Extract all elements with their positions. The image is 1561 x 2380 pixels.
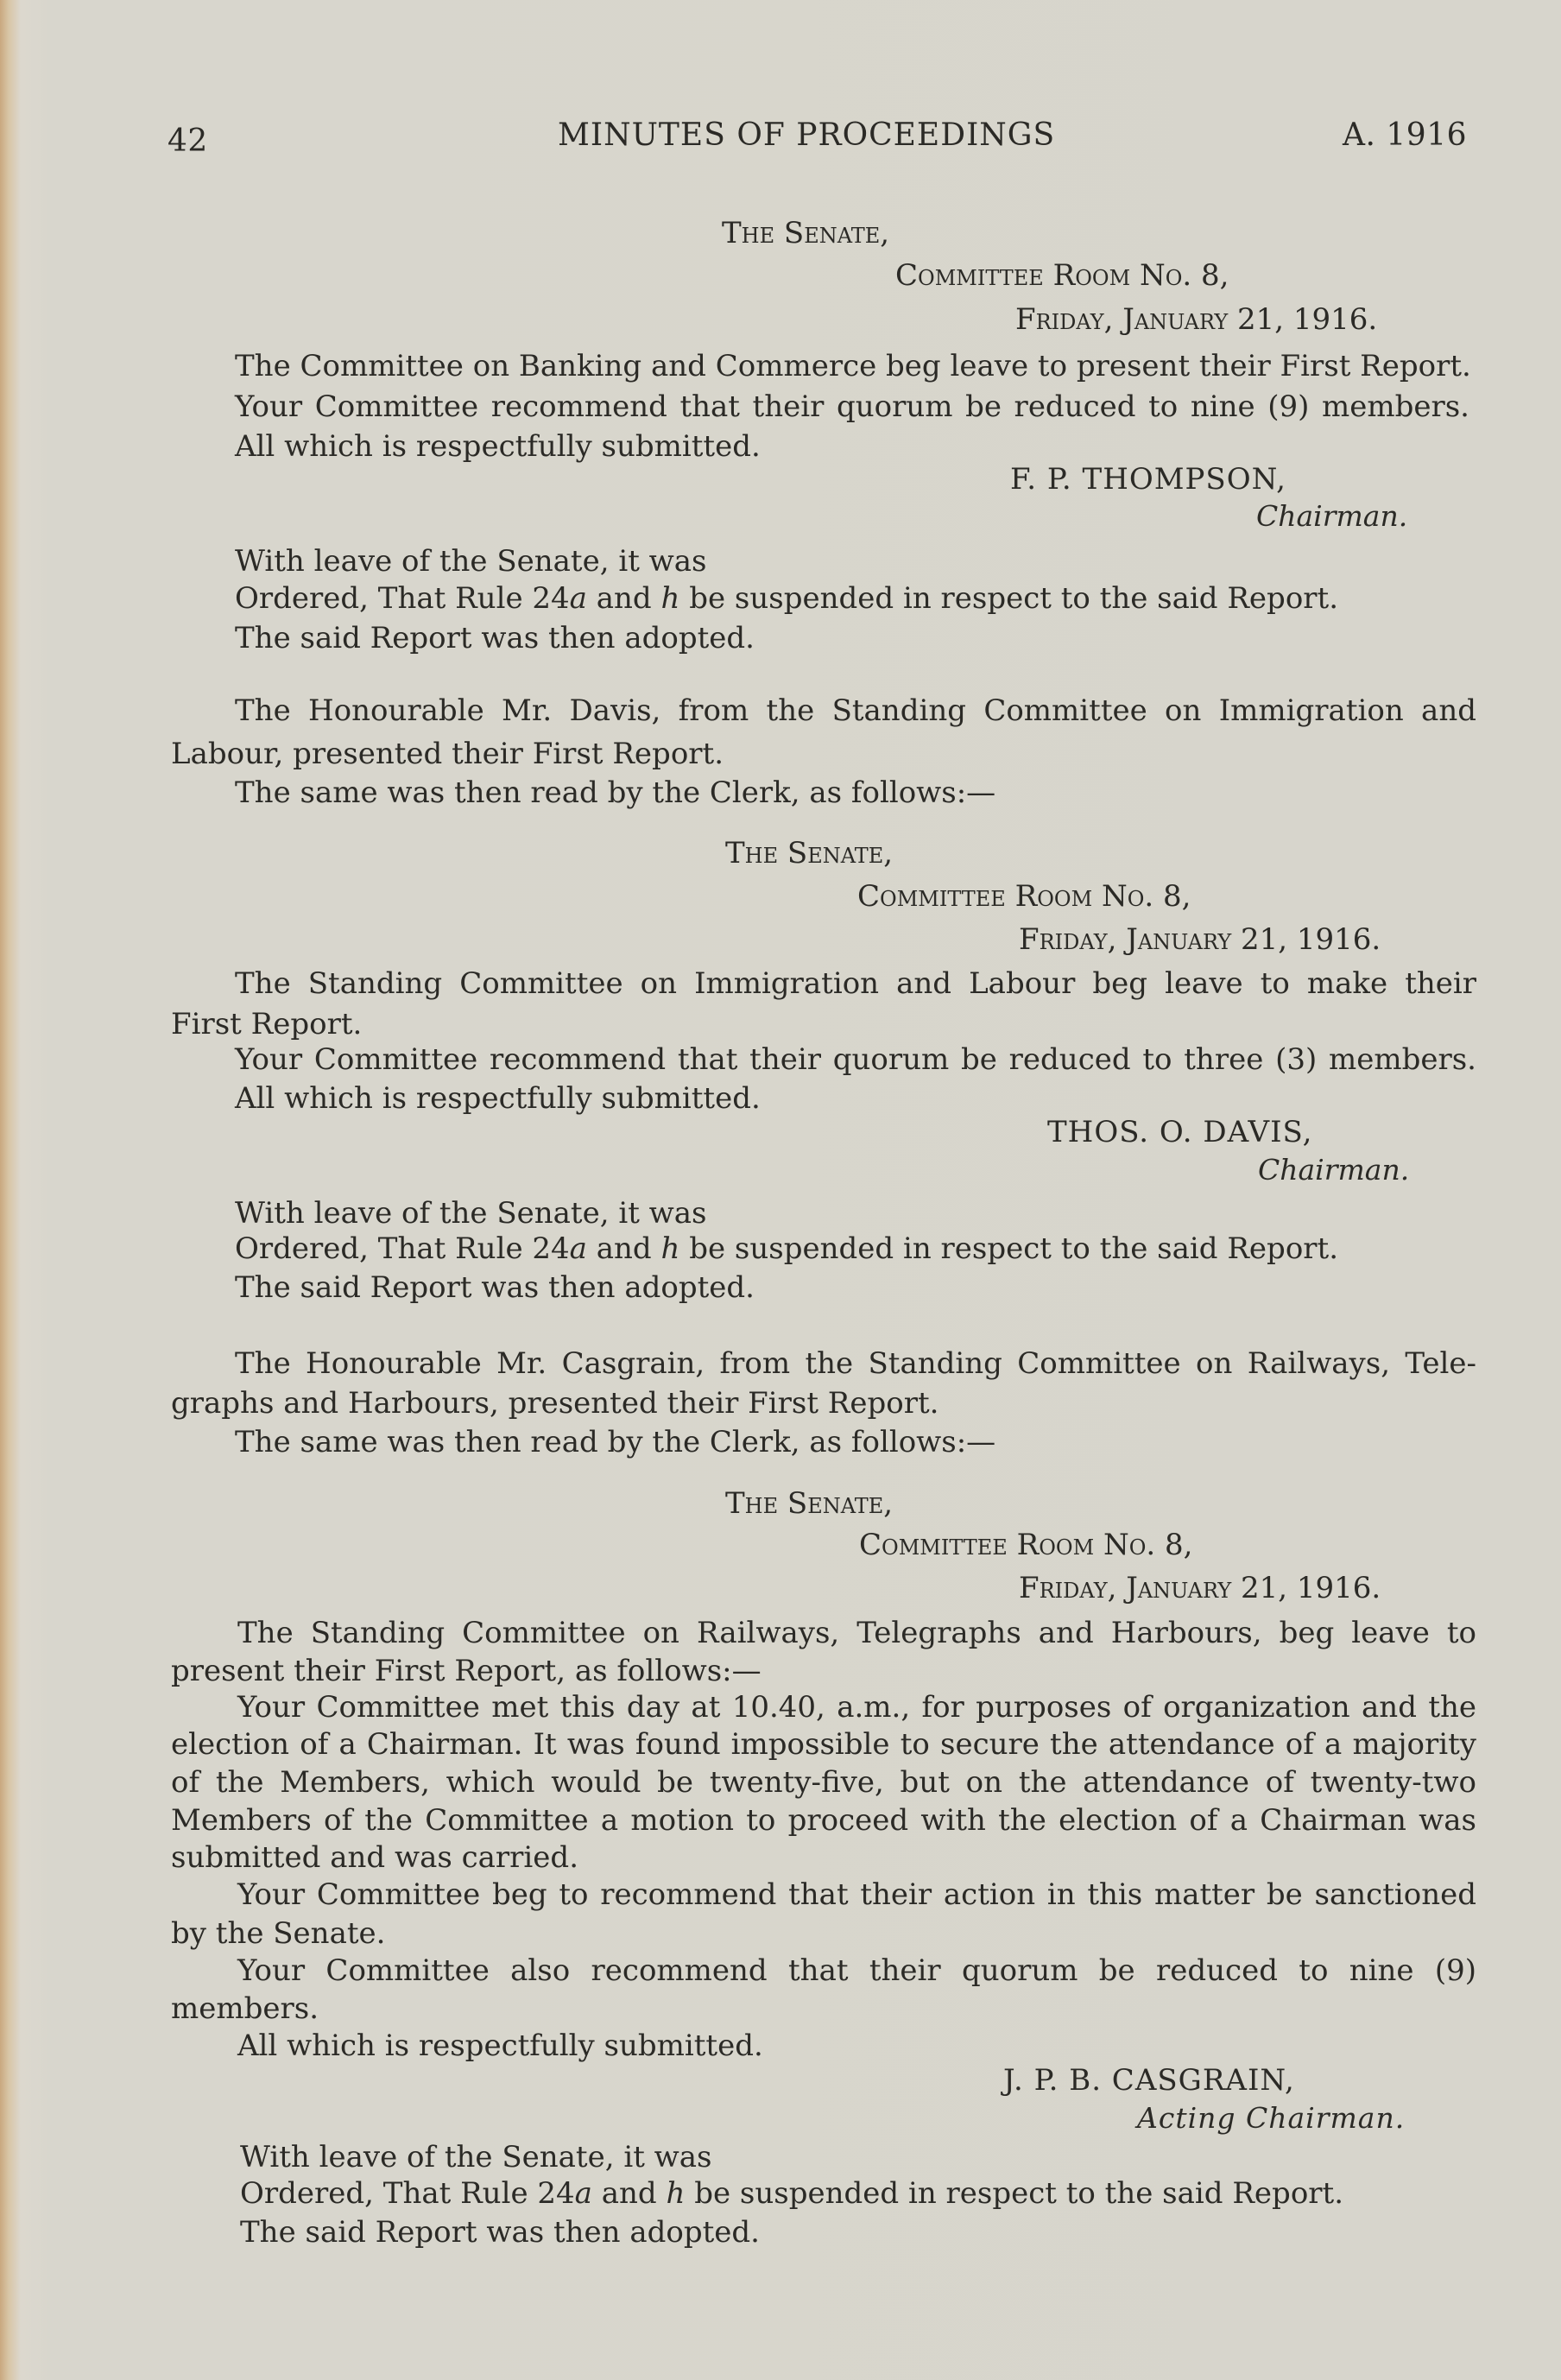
report3-paragraph-2c: of the Members, which would be twenty-five, but on the attendance of twenty-two [171, 1765, 1476, 1800]
report2-role: Chairman. [1258, 1153, 1410, 1187]
report1-address-room: Committee Room No. 8, [895, 258, 1229, 293]
report1-adopted-line: The said Report was then adopted. [235, 621, 755, 655]
report3-paragraph-4b: members. [171, 1991, 319, 2026]
report3-address-senate: The Senate, [725, 1486, 894, 1521]
report3-date: Friday, January 21, 1916. [1019, 1571, 1381, 1605]
report3-paragraph-3a: Your Committee beg to recommend that their action in this matter be sanctioned [237, 1877, 1476, 1912]
year-label: A. 1916 [1343, 117, 1468, 153]
report3-paragraph-5: All which is respectfully submitted. [237, 2029, 763, 2063]
report2-leave-line: With leave of the Senate, it was [235, 1196, 707, 1231]
intro2-line-2: Labour, presented their First Report. [171, 737, 724, 771]
report3-adopted-line: The said Report was then adopted. [240, 2215, 760, 2250]
report1-date: Friday, January 21, 1916. [1015, 302, 1378, 337]
report1-ordered-line: Ordered, That Rule 24a and h be suspended in respect to the said Report. [235, 581, 1339, 616]
report1-signer: F. P. THOMPSON, [1010, 462, 1286, 497]
report2-date: Friday, January 21, 1916. [1019, 922, 1381, 957]
report1-paragraph-3: All which is respectfully submitted. [235, 429, 761, 464]
intro3-line-2: graphs and Harbours, presented their First Report. [171, 1386, 939, 1421]
report1-paragraph-2: Your Committee recommend that their quorum be reduced to nine (9) members. [235, 389, 1469, 424]
report2-paragraph-1b: First Report. [171, 1007, 363, 1041]
report3-ordered-line: Ordered, That Rule 24a and h be suspended in respect to the said Report. [240, 2176, 1344, 2211]
report3-paragraph-2d: Members of the Committee a motion to proceed with the election of a Chairman was [171, 1803, 1476, 1838]
report1-leave-line: With leave of the Senate, it was [235, 544, 707, 579]
page-number: 42 [167, 123, 208, 159]
report2-ordered-line: Ordered, That Rule 24a and h be suspended in respect to the said Report. [235, 1231, 1339, 1266]
intro3-line-3: The same was then read by the Clerk, as follows:— [235, 1425, 996, 1459]
report3-address-room: Committee Room No. 8, [859, 1528, 1193, 1562]
intro2-line-1: The Honourable Mr. Davis, from the Standing Committee on Immigration and [235, 693, 1476, 728]
running-title: MINUTES OF PROCEEDINGS [558, 117, 1056, 153]
report2-address-senate: The Senate, [725, 836, 894, 870]
report2-paragraph-3: All which is respectfully submitted. [235, 1081, 761, 1116]
report3-paragraph-1a: The Standing Committee on Railways, Telegraphs and Harbours, beg leave to [237, 1616, 1476, 1650]
report2-paragraph-1a: The Standing Committee on Immigration and Labour beg leave to make their [235, 966, 1476, 1001]
report2-address-room: Committee Room No. 8, [857, 879, 1191, 914]
report3-paragraph-3b: by the Senate. [171, 1916, 386, 1951]
report2-paragraph-2: Your Committee recommend that their quorum be reduced to three (3) members. [235, 1042, 1476, 1077]
report3-signer: J. P. B. CASGRAIN, [1003, 2063, 1295, 2098]
report3-paragraph-2b: election of a Chairman. It was found impossible to secure the attendance of a majority [171, 1727, 1476, 1762]
intro3-line-1: The Honourable Mr. Casgrain, from the Standing Committee on Railways, Tele- [235, 1346, 1476, 1381]
report3-paragraph-2a: Your Committee met this day at 10.40, a.m., for purposes of organization and the [237, 1690, 1476, 1725]
report2-signer: THOS. O. DAVIS, [1047, 1115, 1313, 1149]
report3-paragraph-2e: submitted and was carried. [171, 1840, 578, 1875]
report1-paragraph-1: The Committee on Banking and Commerce beg leave to present their First Report. [235, 349, 1471, 383]
report1-address-senate: The Senate, [722, 216, 890, 250]
report3-paragraph-4a: Your Committee also recommend that their quorum be reduced to nine (9) [237, 1953, 1476, 1988]
report3-role: Acting Chairman. [1137, 2101, 1406, 2135]
intro2-line-3: The same was then read by the Clerk, as follows:— [235, 775, 996, 810]
report3-paragraph-1b: present their First Report, as follows:— [171, 1654, 762, 1688]
report3-leave-line: With leave of the Senate, it was [240, 2140, 712, 2174]
report2-adopted-line: The said Report was then adopted. [235, 1270, 755, 1305]
report1-role: Chairman. [1256, 499, 1408, 533]
